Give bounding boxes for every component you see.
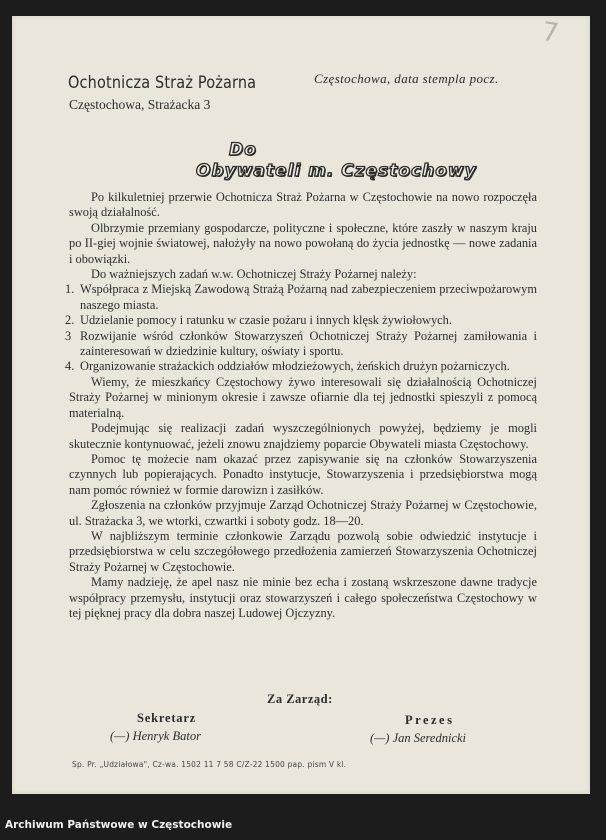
secretary-name: (—) Henryk Bator bbox=[110, 729, 201, 743]
archive-footer-label: Archiwum Państwowe w Częstochowie bbox=[5, 819, 233, 831]
list-item-number: 2. bbox=[65, 313, 75, 328]
heading-line-1: Do bbox=[229, 140, 257, 160]
appeal-body bbox=[65, 190, 537, 621]
paragraph-4: Wiemy, że mieszkańcy Częstochowy żywo interesowali się działalnością Ochotniczej Straży Pożarnej w minionym okresie i zawsze ofiarnie dla tej jednostki spieszyli z pomocą materialną. bbox=[69, 374, 537, 420]
organization-name: Ochotnicza Straż Pożarna bbox=[68, 73, 257, 93]
tasks-list bbox=[65, 282, 537, 374]
president-role: Prezes bbox=[405, 713, 455, 727]
paragraph-5: Podejmując się realizacji zadań wyszczególnionych powyżej, będziemy je mogli skutecznie kontynuować, jeżeli znowu znajdziemy poparcie Obywateli miasta Częstochowy. bbox=[69, 421, 537, 451]
document-page bbox=[12, 16, 590, 794]
paragraph-1: Po kilkuletniej przerwie Ochotnicza Straż Pożarna w Częstochowie na nowo rozpoczęła swoją działalność. bbox=[69, 190, 537, 220]
president-name: (—) Jan Serednicki bbox=[370, 731, 467, 745]
list-item-text: Udzielanie pomocy i ratunku w czasie pożaru i innych klęsk żywiołowych. bbox=[80, 313, 452, 328]
page-number-annotation: 7 bbox=[539, 16, 561, 50]
list-item-number: 3 bbox=[65, 328, 72, 343]
paragraph-6: Pomoc tę możecie nam okazać przez zapisywanie się na członków Stowarzyszenia czynnych lub popierających. Ponadto instytucje, Stowarzyszenia i przedsiębiorstwa mogą nam pomóc również w formie darowizn i zasiłków. bbox=[69, 451, 537, 497]
list-item bbox=[65, 359, 537, 374]
list-item bbox=[65, 313, 537, 328]
list-item-text: Rozwijanie wśród członków Stowarzyszeń Ochotniczej Straży Pożarnej zamiłowania i zainteresowań w dziedzinie kultury, oświaty i sportu. bbox=[80, 328, 537, 359]
paragraph-8: W najbliższym terminie członkowie Zarządu pozwolą sobie odwiedzić instytucje i przedsiębiorstwa w celu szczegółowego przedłożenia zamierzeń Stowarzyszenia Ochotniczej Straży Pożarnej w Częstochowie. bbox=[69, 528, 537, 574]
list-item-number: 1. bbox=[65, 282, 75, 297]
list-item-text: Organizowanie strażackich oddziałów młodzieżowych, żeńskich drużyn pożarniczych. bbox=[80, 359, 510, 374]
paragraph-7: Zgłoszenia na członków przyjmuje Zarząd Ochotniczej Straży Pożarnej w Częstochowie, ul. Strażacka 3, we wtorki, czwartki i soboty godz. 18—20. bbox=[69, 498, 537, 528]
list-item-text: Współpraca z Miejską Zawodową Strażą Pożarną nad zabezpieczeniem przeciwpożarowym naszego miasta. bbox=[80, 282, 537, 312]
secretary-role: Sekretarz bbox=[137, 711, 197, 725]
paragraph-2: Olbrzymie przemiany gospodarcze, polityczne i społeczne, które zaszły w naszym kraju po II-giej wojnie światowej, nałożyły na nowo powołaną do życia jednostkę — nowe zadania i obowiązki. bbox=[69, 220, 537, 266]
organization-address: Częstochowa, Strażacka 3 bbox=[69, 97, 211, 112]
paragraph-9: Mamy nadzieję, że apel nasz nie minie bez echa i zostaną wskrzeszone dawne tradycje współpracy przemysłu, instytucji oraz stowarzyszeń i całego społeczeństwa Częstochowy w tej pięknej pracy dla dobra naszej Ludowej Ojczyzny. bbox=[69, 575, 537, 620]
list-item-number: 4. bbox=[65, 359, 75, 374]
board-label: Za Zarząd: bbox=[267, 692, 333, 706]
list-item bbox=[65, 329, 537, 360]
heading-line-2: Obywateli m. Częstochowy bbox=[196, 161, 477, 181]
printer-imprint: Sp. Pr. „Udziałowa", Cz-wa. 1502 11 7 58 C/Z-22 1500 pap. pism V kl. bbox=[72, 760, 347, 769]
paragraph-3: Do ważniejszych zadań w.w. Ochotniczej Straży Pożarnej należy: bbox=[91, 267, 417, 282]
list-item bbox=[65, 282, 537, 313]
place-date-line: Częstochowa, data stempla pocz. bbox=[314, 71, 499, 86]
